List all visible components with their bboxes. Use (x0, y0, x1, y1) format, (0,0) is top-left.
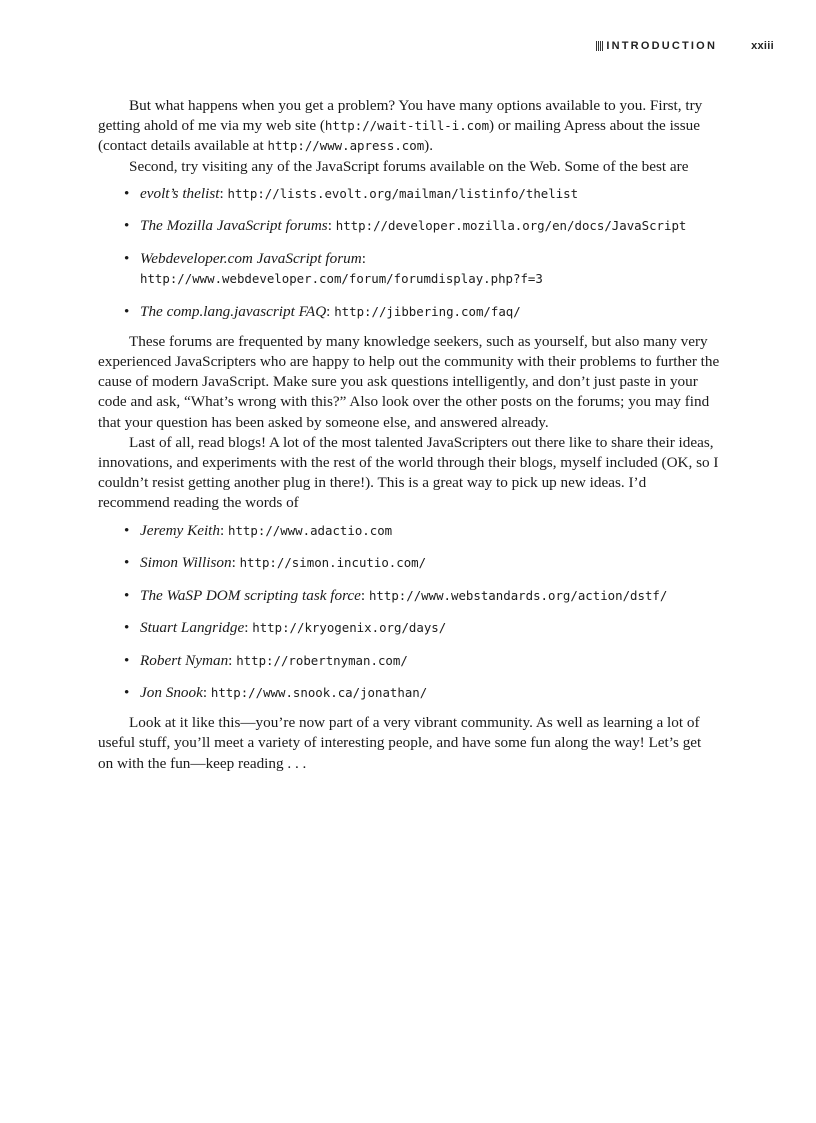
url-apress[interactable]: http://www.apress.com (267, 138, 425, 154)
running-header (596, 40, 774, 52)
forum-url[interactable]: http://lists.evolt.org/mailman/listinfo/thelist (227, 185, 579, 201)
paragraph-blogs-intro: Last of all, read blogs! A lot of the most talented JavaScripters out there like to share their ideas, innovations, and experiments with the rest of the world through their blogs, myself included (OK, so I couldn’t resist getting another plug in there!). This is a great way to pick up new ideas. I’d recommend reading the words of (98, 433, 719, 512)
forum-name: The comp.lang.javascript FAQ (140, 302, 327, 320)
header-page-number: xxiii (751, 40, 774, 52)
forum-url[interactable]: http://developer.mozilla.org/en/docs/JavaScript (335, 218, 687, 234)
list-item: • Simon Willison: http://simon.incutio.com/ (124, 553, 720, 573)
blogger-name: Simon Willison (140, 554, 232, 572)
forum-name: Webdeveloper.com JavaScript forum (140, 249, 362, 267)
blog-url[interactable]: http://robertnyman.com/ (236, 652, 408, 668)
paragraph-text: ) or mailing Apress about the issue (contact details available at (98, 117, 700, 155)
list-item: • The WaSP DOM scripting task force: http://www.webstandards.org/action/dstf/ (124, 586, 720, 606)
paragraph-forums-intro: Second, try visiting any of the JavaScript forums available on the Web. Some of the best are (129, 157, 689, 175)
blogs-list (98, 521, 720, 704)
blogger-name: Jon Snook (140, 684, 203, 702)
paragraph-getting-help (98, 96, 720, 157)
forum-url[interactable]: http://www.webdeveloper.com/forum/forumdisplay.php?f=3 (140, 271, 543, 287)
blogger-name: The WaSP DOM scripting task force (140, 586, 361, 604)
list-item: • Robert Nyman: http://robertnyman.com/ (124, 651, 720, 671)
header-section-title: INTRODUCTION (606, 40, 718, 52)
blog-url[interactable]: http://www.snook.ca/jonathan/ (210, 685, 428, 701)
list-item: • evolt’s thelist: http://lists.evolt.org/mailman/listinfo/thelist (124, 184, 720, 204)
blogger-name: Robert Nyman (140, 651, 229, 669)
forums-list (98, 184, 720, 322)
list-item: • Jon Snook: http://www.snook.ca/jonathan/ (124, 683, 720, 703)
list-item: • Webdeveloper.com JavaScript forum: http://www.webdeveloper.com/forum/forumdisplay.php?f=3 (124, 249, 720, 289)
blogger-name: Stuart Langridge (140, 619, 245, 637)
blog-url[interactable]: http://kryogenix.org/days/ (252, 620, 447, 636)
paragraph-forums-advice: These forums are frequented by many knowledge seekers, such as yourself, but also many very experienced JavaScripters who are happy to help out the community with their problems to further the cause of modern JavaScript. Make sure you ask questions intelligently, and don’t just paste in your code and ask, “What’s wrong with this?” Also look over the other posts on the forums; you may find that your question has been asked by someone else, and answered already. (98, 332, 720, 431)
page-body (98, 96, 720, 774)
paragraph-text: But what happens when you get a problem? You have many options available to you. First, try getting ahold of me via my web site ( (98, 97, 703, 135)
url-wait-till-i[interactable]: http://wait-till-i.com (324, 118, 490, 134)
paragraph-text: ). (424, 137, 434, 155)
header-bar-icon (596, 41, 604, 51)
paragraph-closing: Look at it like this—you’re now part of a very vibrant community. As well as learning a lot of useful stuff, you’ll meet a variety of interesting people, and have some fun along the way! Let’s get on with the fun—keep reading . . . (98, 714, 702, 772)
blog-url[interactable]: http://www.webstandards.org/action/dstf/ (368, 587, 668, 603)
forum-url[interactable]: http://jibbering.com/faq/ (334, 303, 521, 319)
forum-name: evolt’s thelist (140, 184, 220, 202)
blogger-name: Jeremy Keith (140, 521, 220, 539)
forum-name: The Mozilla JavaScript forums (140, 217, 328, 235)
list-item: • Jeremy Keith: http://www.adactio.com (124, 521, 720, 541)
list-item: • The Mozilla JavaScript forums: http://developer.mozilla.org/en/docs/JavaScript (124, 216, 720, 236)
list-item: • The comp.lang.javascript FAQ: http://jibbering.com/faq/ (124, 302, 720, 322)
blog-url[interactable]: http://www.adactio.com (228, 522, 393, 538)
blog-url[interactable]: http://simon.incutio.com/ (239, 555, 427, 571)
list-item: • Stuart Langridge: http://kryogenix.org/days/ (124, 618, 720, 638)
